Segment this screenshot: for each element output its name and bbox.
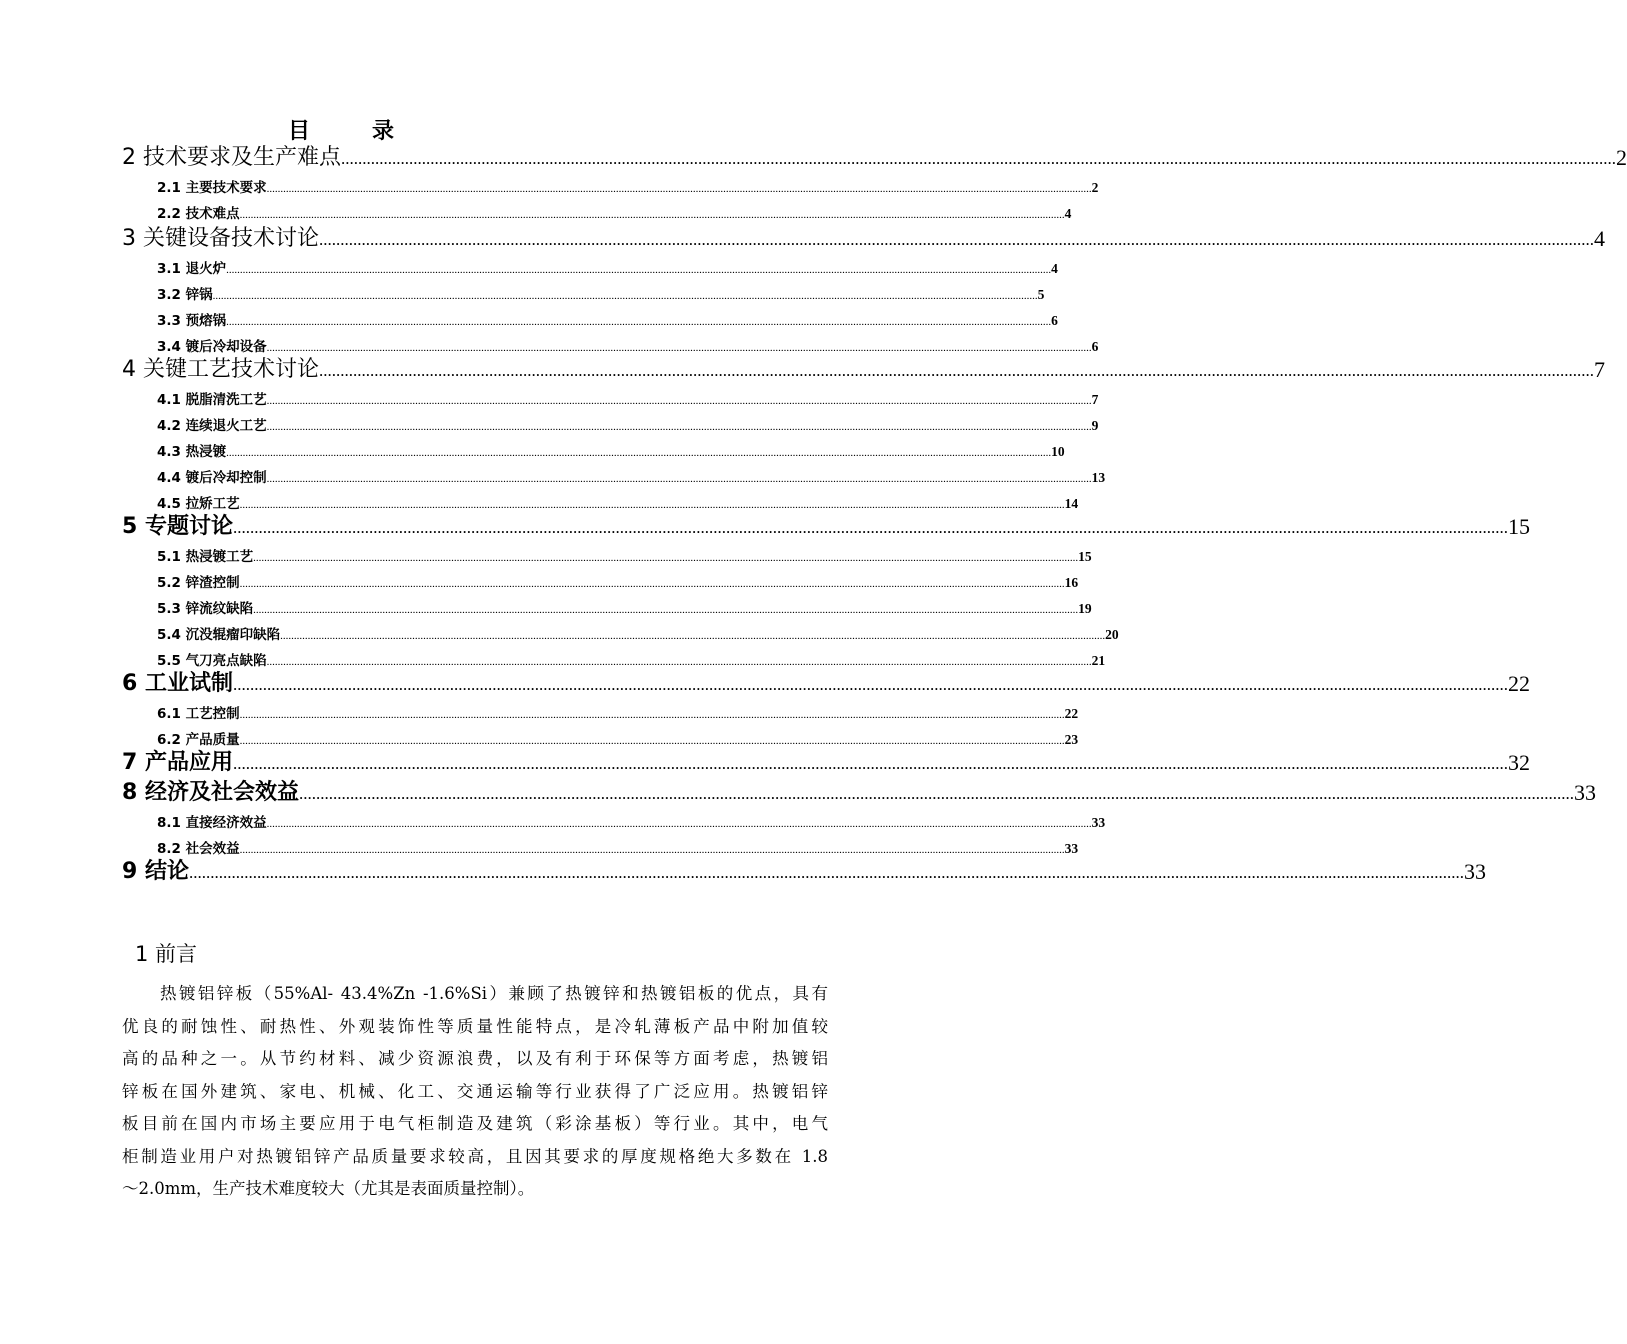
toc-leader-dots: ............................................................................................................................................................................................................................................................................................................ bbox=[239, 735, 1065, 747]
toc-entry-page: 33 bbox=[1064, 841, 1079, 856]
toc-entry-page: 14 bbox=[1064, 496, 1079, 511]
toc-entry[interactable] bbox=[122, 748, 1530, 776]
toc-leader-dots: ............................................................................................................................................................................................................................................................................................................ bbox=[280, 630, 1106, 642]
toc-leader-dots: ............................................................................................................................................................................................................................................................................................................ bbox=[266, 818, 1092, 830]
toc-entry-page: 2 bbox=[1616, 145, 1627, 170]
toc-entry-label: 4.3 热浸镀 bbox=[157, 444, 227, 460]
toc-leader-dots: ............................................................................................................................................................................................................................................................................................................ bbox=[232, 754, 1508, 773]
toc-entry-page: 22 bbox=[1507, 671, 1530, 696]
toc-leader-dots: ............................................................................................................................................................................................................................................................................................................ bbox=[298, 784, 1574, 803]
toc-leader-dots: ............................................................................................................................................................................................................................................................................................................ bbox=[226, 447, 1052, 459]
toc-entry-label: 4 关键工艺技术讨论 bbox=[122, 357, 319, 382]
toc-entry-page: 7 bbox=[1594, 357, 1605, 382]
toc-leader-dots: ............................................................................................................................................................................................................................................................................................................ bbox=[319, 230, 1594, 249]
toc-entry[interactable] bbox=[157, 202, 1072, 222]
toc-entry-page: 21 bbox=[1091, 653, 1106, 668]
toc-entry[interactable] bbox=[157, 597, 1092, 617]
toc-entry-page: 22 bbox=[1064, 706, 1079, 721]
toc-leader-dots: ............................................................................................................................................................................................................................................................................................................ bbox=[232, 518, 1508, 537]
toc-entry[interactable] bbox=[122, 143, 1627, 171]
toc-entry[interactable] bbox=[122, 355, 1605, 383]
toc-leader-dots: ............................................................................................................................................................................................................................................................................................................ bbox=[266, 656, 1092, 668]
toc-entry-label: 2.2 技术难点 bbox=[157, 206, 240, 222]
toc-entry-label: 5.2 锌渣控制 bbox=[157, 575, 240, 591]
toc-entry-label: 6 工业试制 bbox=[122, 671, 233, 696]
toc-entry-page: 33 bbox=[1091, 815, 1106, 830]
toc-entry-label: 4.5 拉矫工艺 bbox=[157, 496, 240, 512]
toc-entry-page: 16 bbox=[1064, 575, 1079, 590]
toc-entry-label: 5.1 热浸镀工艺 bbox=[157, 549, 254, 565]
toc-entry-page: 33 bbox=[1573, 780, 1596, 805]
toc-entry-label: 6.1 工艺控制 bbox=[157, 706, 240, 722]
toc-entry[interactable] bbox=[157, 623, 1119, 643]
body-line: 优良的耐蚀性、耐热性、外观装饰性等质量性能特点，是冷轧薄板产品中附加值较 bbox=[122, 1016, 828, 1036]
body-line: 高的品种之一。从节约材料、减少资源浪费，以及有利于环保等方面考虑，热镀铝 bbox=[122, 1049, 828, 1068]
toc-entry-label: 3.3 预熔锅 bbox=[157, 313, 227, 329]
toc-entry[interactable] bbox=[157, 440, 1065, 460]
toc-entry-page: 4 bbox=[1064, 206, 1072, 221]
toc-entry-page: 19 bbox=[1078, 601, 1092, 616]
toc-leader-dots: ............................................................................................................................................................................................................................................................................................................ bbox=[226, 316, 1052, 328]
body-line: 锌板在国外建筑、家电、机械、化工、交通运输等行业获得了广泛应用。热镀铝锌 bbox=[122, 1081, 828, 1101]
toc-entry-page: 5 bbox=[1037, 287, 1045, 302]
toc-entry-label: 4.4 镀后冷却控制 bbox=[157, 470, 267, 486]
toc-entry-page: 23 bbox=[1064, 732, 1079, 747]
toc-leader-dots: ............................................................................................................................................................................................................................................................................................................ bbox=[239, 209, 1065, 221]
toc-entry-label: 3 关键设备技术讨论 bbox=[122, 226, 319, 251]
toc-entry[interactable] bbox=[157, 702, 1079, 722]
toc-entry-label: 2.1 主要技术要求 bbox=[157, 180, 267, 196]
toc-leader-dots: ............................................................................................................................................................................................................................................................................................................ bbox=[253, 604, 1079, 616]
body-line: 热镀铝锌板（55%Al- 43.4%Zn -1.6%Si）兼顾了热镀锌和热镀铝板的优点，具有 bbox=[160, 984, 828, 1003]
toc-entry-page: 20 bbox=[1105, 627, 1119, 642]
toc-entry-page: 9 bbox=[1091, 418, 1099, 433]
toc-entry-label: 4.2 连续退火工艺 bbox=[157, 418, 267, 434]
body-line: 板目前在国内市场主要应用于电气柜制造及建筑（彩涂基板）等行业。其中，电气 bbox=[122, 1114, 828, 1133]
toc-entry[interactable] bbox=[157, 837, 1079, 857]
toc-entry[interactable] bbox=[157, 466, 1106, 486]
toc-entry-page: 32 bbox=[1507, 750, 1530, 775]
toc-entry[interactable] bbox=[157, 283, 1045, 303]
body-paragraph bbox=[122, 978, 828, 1206]
toc-entry[interactable] bbox=[122, 224, 1605, 252]
toc-entry-page: 33 bbox=[1463, 859, 1486, 884]
toc-leader-dots: ............................................................................................................................................................................................................................................................................................................ bbox=[212, 290, 1038, 302]
toc-entry-label: 3.1 退火炉 bbox=[157, 261, 227, 277]
toc-entry-label: 5 专题讨论 bbox=[122, 514, 233, 539]
toc-entry-label: 4.1 脱脂清洗工艺 bbox=[157, 392, 267, 408]
toc-entry[interactable] bbox=[157, 309, 1058, 329]
toc-entry[interactable] bbox=[157, 545, 1092, 565]
toc-entry[interactable] bbox=[157, 492, 1079, 512]
toc-entry[interactable] bbox=[157, 571, 1079, 591]
toc-title: 目 录 bbox=[288, 119, 415, 144]
section-heading: 1 前言 bbox=[135, 942, 198, 966]
toc-leader-dots: ............................................................................................................................................................................................................................................................................................................ bbox=[266, 342, 1092, 354]
toc-entry[interactable] bbox=[157, 257, 1058, 277]
toc-entry[interactable] bbox=[122, 512, 1530, 540]
toc-leader-dots: ............................................................................................................................................................................................................................................................................................................ bbox=[239, 709, 1065, 721]
toc-leader-dots: ............................................................................................................................................................................................................................................................................................................ bbox=[319, 361, 1594, 380]
toc-leader-dots: ............................................................................................................................................................................................................................................................................................................ bbox=[226, 264, 1052, 276]
toc-entry-page: 4 bbox=[1051, 261, 1058, 276]
toc-entry-label: 6.2 产品质量 bbox=[157, 732, 240, 748]
toc-leader-dots: ............................................................................................................................................................................................................................................................................................................ bbox=[188, 863, 1464, 882]
body-line: ～2.0mm，生产技术难度较大（尤其是表面质量控制）。 bbox=[122, 1179, 535, 1198]
toc-leader-dots: ............................................................................................................................................................................................................................................................................................................ bbox=[239, 499, 1065, 511]
toc-entry[interactable] bbox=[157, 414, 1099, 434]
toc-entry-page: 7 bbox=[1091, 392, 1099, 407]
toc-entry-label: 5.4 沉没辊瘤印缺陷 bbox=[157, 627, 281, 643]
toc-entry[interactable] bbox=[157, 649, 1106, 669]
toc-entry-label: 5.3 锌流纹缺陷 bbox=[157, 601, 254, 617]
toc-leader-dots: ............................................................................................................................................................................................................................................................................................................ bbox=[341, 149, 1616, 168]
toc-leader-dots: ............................................................................................................................................................................................................................................................................................................ bbox=[266, 421, 1092, 433]
toc-entry[interactable] bbox=[122, 669, 1530, 697]
toc-entry[interactable] bbox=[157, 176, 1099, 196]
toc-entry-page: 13 bbox=[1091, 470, 1106, 485]
toc-entry[interactable] bbox=[157, 811, 1106, 831]
toc-leader-dots: ............................................................................................................................................................................................................................................................................................................ bbox=[239, 578, 1065, 590]
toc-entry-label: 8 经济及社会效益 bbox=[122, 780, 299, 805]
toc-entry-label: 3.2 锌锅 bbox=[157, 287, 213, 303]
toc-entry-page: 2 bbox=[1091, 180, 1099, 195]
toc-entry-page: 6 bbox=[1091, 339, 1099, 354]
toc-entry-label: 9 结论 bbox=[122, 859, 189, 884]
toc-entry-page: 15 bbox=[1078, 549, 1092, 564]
body-line: 柜制造业用户对热镀铝锌产品质量要求较高，且因其要求的厚度规格绝大多数在 1.8 bbox=[122, 1146, 828, 1166]
toc-entry[interactable] bbox=[122, 778, 1596, 806]
toc-entry-label: 7 产品应用 bbox=[122, 750, 233, 775]
toc-leader-dots: ............................................................................................................................................................................................................................................................................................................ bbox=[266, 473, 1092, 485]
toc-entry-page: 10 bbox=[1051, 444, 1065, 459]
toc-entry-label: 5.5 气刀亮点缺陷 bbox=[157, 653, 267, 669]
toc-entry[interactable] bbox=[157, 728, 1079, 748]
toc-entry[interactable] bbox=[157, 388, 1099, 408]
toc-leader-dots: ............................................................................................................................................................................................................................................................................................................ bbox=[253, 552, 1079, 564]
toc-leader-dots: ............................................................................................................................................................................................................................................................................................................ bbox=[266, 395, 1092, 407]
toc-entry-label: 2 技术要求及生产难点 bbox=[122, 145, 341, 170]
toc-leader-dots: ............................................................................................................................................................................................................................................................................................................ bbox=[239, 844, 1065, 856]
toc-leader-dots: ............................................................................................................................................................................................................................................................................................................ bbox=[266, 183, 1092, 195]
toc-entry-page: 15 bbox=[1507, 514, 1530, 539]
toc-entry-label: 8.1 直接经济效益 bbox=[157, 815, 267, 831]
toc-entry-label: 3.4 镀后冷却设备 bbox=[157, 339, 267, 355]
toc-leader-dots: ............................................................................................................................................................................................................................................................................................................ bbox=[232, 675, 1508, 694]
toc-entry-page: 4 bbox=[1594, 226, 1605, 251]
toc-entry[interactable] bbox=[122, 857, 1486, 885]
toc-entry-label: 8.2 社会效益 bbox=[157, 841, 240, 857]
toc-entry-page: 6 bbox=[1051, 313, 1058, 328]
